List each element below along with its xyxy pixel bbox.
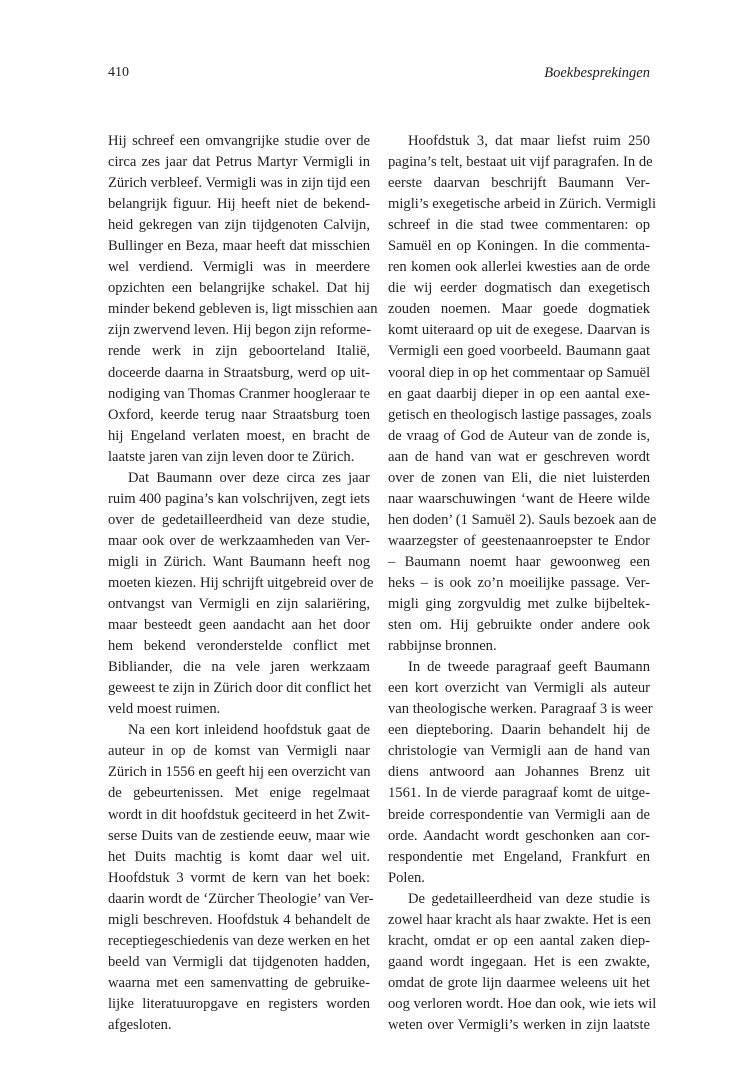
text-line: Hoofdstuk 3, dat maar liefst ruim 250 bbox=[408, 133, 650, 149]
running-head: Boekbesprekingen bbox=[544, 65, 650, 81]
text-line: waarna met een samenvatting de gebruike- bbox=[108, 974, 370, 991]
text-line: maar ook over de werkzaamheden van Ver- bbox=[108, 532, 370, 549]
text-line: naar waarschuwingen ‘want de Heere wilde bbox=[388, 490, 650, 507]
text-line: breide correspondentie van Vermigli aan de bbox=[388, 806, 650, 823]
text-line: maar besteedt geen aandacht aan het door bbox=[108, 617, 370, 634]
text-line: eerste daarvan beschrijft Baumann Ver- bbox=[388, 175, 650, 192]
text-line: zowel haar kracht als haar zwakte. Het is een bbox=[388, 911, 651, 928]
text-line: gaand wordt ingegaan. Het is een zwakte, bbox=[388, 953, 650, 970]
text-line: belangrijk figuur. Hij heeft niet de bekend- bbox=[108, 196, 370, 213]
text-line: ontvangst van Vermigli en zijn salariëring, bbox=[108, 596, 370, 613]
text-line: migli’s exegetische arbeid in Zürich. Vermigli bbox=[388, 196, 657, 213]
text-line: auteur in op de komst van Vermigli naar bbox=[108, 743, 370, 760]
text-line: laatste jaren van zijn leven door te Zürich. bbox=[108, 448, 355, 465]
text-line: de vraag of God de Auteur van de zonde is, bbox=[388, 427, 650, 444]
text-line: christologie van Vermigli aan de hand van bbox=[388, 743, 650, 760]
text-line: nodiging van Thomas Cranmer hoogleraar te bbox=[108, 385, 370, 402]
text-line: lijke literatuuropgave en registers worden bbox=[108, 995, 370, 1012]
text-line: heid gekregen van zijn tijdgenoten Calvijn, bbox=[108, 217, 370, 234]
text-line: heks – is ook zo’n moeilijke passage. Ver- bbox=[388, 574, 650, 591]
text-line: weten over Vermigli’s werken in zijn laatste bbox=[388, 1016, 650, 1033]
text-line: migli ging zorgvuldig met zulke bijbeltek- bbox=[388, 596, 650, 613]
paragraph bbox=[388, 131, 657, 657]
text-line: Vermigli een goed voorbeeld. Baumann gaat bbox=[388, 343, 650, 360]
text-line: orde. Aandacht wordt geschonken aan cor- bbox=[388, 827, 650, 844]
text-line: zijn zwervend leven. Hij begon zijn reforme- bbox=[108, 322, 371, 339]
text-line: 1561. In de vierde paragraaf komt de uitge- bbox=[388, 785, 650, 802]
text-line: omdat de grote lijn daarmee weleens uit het bbox=[388, 974, 650, 991]
text-line: afgesloten. bbox=[108, 1016, 172, 1033]
text-line: Zürich in 1556 en geeft hij een overzicht van bbox=[108, 764, 371, 781]
text-line: Bibliander, die na vele jaren werkzaam bbox=[108, 659, 370, 676]
text-line: een kort overzicht van Vermigli als auteur bbox=[388, 680, 650, 697]
paragraph bbox=[108, 468, 374, 721]
text-line: vooral diep in op het commentaar op Samuël bbox=[388, 364, 651, 381]
text-line: Oxford, keerde terug naar Straatsburg toen bbox=[108, 406, 370, 423]
text-line: hij Engeland verlaten moest, en bracht de bbox=[108, 427, 370, 444]
text-line: geweest te zijn in Zürich door dit conflict het bbox=[108, 680, 372, 697]
text-line: Samuël en op Koningen. In die commenta- bbox=[388, 238, 650, 255]
text-line: die wij eerder dogmatisch dan exegetisch bbox=[388, 280, 650, 297]
text-line: een diepteboring. Daarin behandelt hij de bbox=[388, 722, 650, 739]
text-line: hem bekend veronderstelde conflict met bbox=[108, 638, 370, 655]
text-line: circa zes jaar dat Petrus Martyr Vermigli in bbox=[108, 154, 370, 171]
text-line: opzichten een belangrijke schakel. Dat hij bbox=[108, 280, 370, 297]
text-line: respondentie met Engeland, Frankfurt en bbox=[388, 848, 650, 865]
text-line: getisch en theologisch lastige passages, zoals bbox=[388, 406, 652, 423]
text-line: pagina’s telt, bestaat uit vijf paragrafen. In de bbox=[388, 154, 653, 171]
right-column bbox=[388, 131, 657, 1036]
left-column bbox=[108, 131, 378, 1036]
text-line: Hij schreef een omvangrijke studie over de bbox=[108, 133, 370, 149]
paragraph bbox=[108, 131, 378, 468]
text-line: Bullinger en Beza, maar heeft dat misschien bbox=[108, 238, 370, 255]
text-line: waarzegster of geestenaanroepster te Endor bbox=[388, 532, 650, 549]
text-line: migli in Zürich. Want Baumann heeft nog bbox=[108, 553, 370, 570]
text-line: ruim 400 pagina’s kan volschrijven, zegt iets bbox=[108, 490, 370, 507]
text-line: Dat Baumann over deze circa zes jaar bbox=[128, 469, 370, 486]
text-line: het Duits machtig is komt daar wel uit. bbox=[108, 848, 370, 865]
page-number: 410 bbox=[108, 65, 129, 80]
text-line: hen doden’ (1 Samuël 2). Sauls bezoek aan de bbox=[388, 511, 657, 528]
text-line: Polen. bbox=[388, 869, 425, 886]
text-line: oog verloren wordt. Hoe dan ook, wie iets wil bbox=[388, 995, 657, 1012]
text-line: receptiegeschiedenis van deze werken en het bbox=[108, 932, 370, 949]
text-line: doceerde daarna in Straatsburg, werd op uit- bbox=[108, 364, 370, 381]
text-line: van theologische werken. Paragraaf 3 is weer bbox=[388, 701, 653, 718]
text-line: migli beschreven. Hoofdstuk 4 behandelt de bbox=[108, 911, 370, 928]
text-line: Na een kort inleidend hoofdstuk gaat de bbox=[128, 722, 370, 739]
text-line: ren komen ook allerlei kwesties aan de orde bbox=[388, 259, 650, 276]
text-line: wordt in dit hoofdstuk geciteerd in het Zwit- bbox=[108, 806, 370, 823]
text-line: de gebeurtenissen. Met enige regelmaat bbox=[108, 785, 370, 802]
text-line: kracht, omdat er op een aantal zaken diep- bbox=[388, 932, 650, 949]
text-line: In de tweede paragraaf geeft Baumann bbox=[408, 659, 650, 676]
text-line: rabbijnse bronnen. bbox=[388, 638, 497, 655]
text-line: Zürich verbleef. Vermigli was in zijn tijd een bbox=[108, 175, 371, 192]
text-line: wel verdiend. Vermigli was in meerdere bbox=[108, 259, 370, 276]
paragraph bbox=[388, 657, 653, 889]
text-line: moeten kiezen. Hij schrijft uitgebreid over de bbox=[108, 574, 374, 591]
paragraph bbox=[108, 720, 374, 1036]
text-line: minder bekend gebleven is, ligt misschien aan bbox=[108, 301, 378, 318]
text-line: diens antwoord aan Johannes Brenz uit bbox=[388, 764, 650, 781]
text-line: sten om. Hij gebruikte onder andere ook bbox=[388, 617, 650, 634]
paragraph bbox=[388, 889, 657, 1036]
text-line: zouden noemen. Maar goede dogmatiek bbox=[388, 301, 650, 318]
text-line: De gedetailleerdheid van deze studie is bbox=[408, 890, 650, 907]
text-line: Hoofdstuk 3 vormt de kern van het boek: bbox=[108, 869, 370, 886]
text-line: daarin wordt de ‘Zürcher Theologie’ van Ver- bbox=[108, 890, 374, 907]
text-line: aan de hand van wat er geschreven wordt bbox=[388, 448, 650, 465]
text-line: over de gedetailleerdheid van deze studie, bbox=[108, 511, 370, 528]
text-line: beeld van Vermigli dat tijdgenoten hadden, bbox=[108, 953, 370, 970]
text-line: – Baumann noemt haar gewoonweg een bbox=[388, 553, 650, 570]
text-line: komt uiteraard op uit de exegese. Daarvan is bbox=[388, 322, 650, 339]
text-line: veld moest ruimen. bbox=[108, 701, 221, 718]
text-line: en gaat daarbij dieper in op een aantal exe- bbox=[388, 385, 650, 402]
text-line: serse Duits van de zestiende eeuw, maar wie bbox=[108, 827, 370, 844]
text-line: schreef in die stad twee commentaren: op bbox=[388, 217, 650, 234]
text-line: over de zonen van Eli, die niet luisterden bbox=[388, 469, 650, 486]
text-line: rende werk in zijn geboorteland Italië, bbox=[108, 343, 370, 360]
